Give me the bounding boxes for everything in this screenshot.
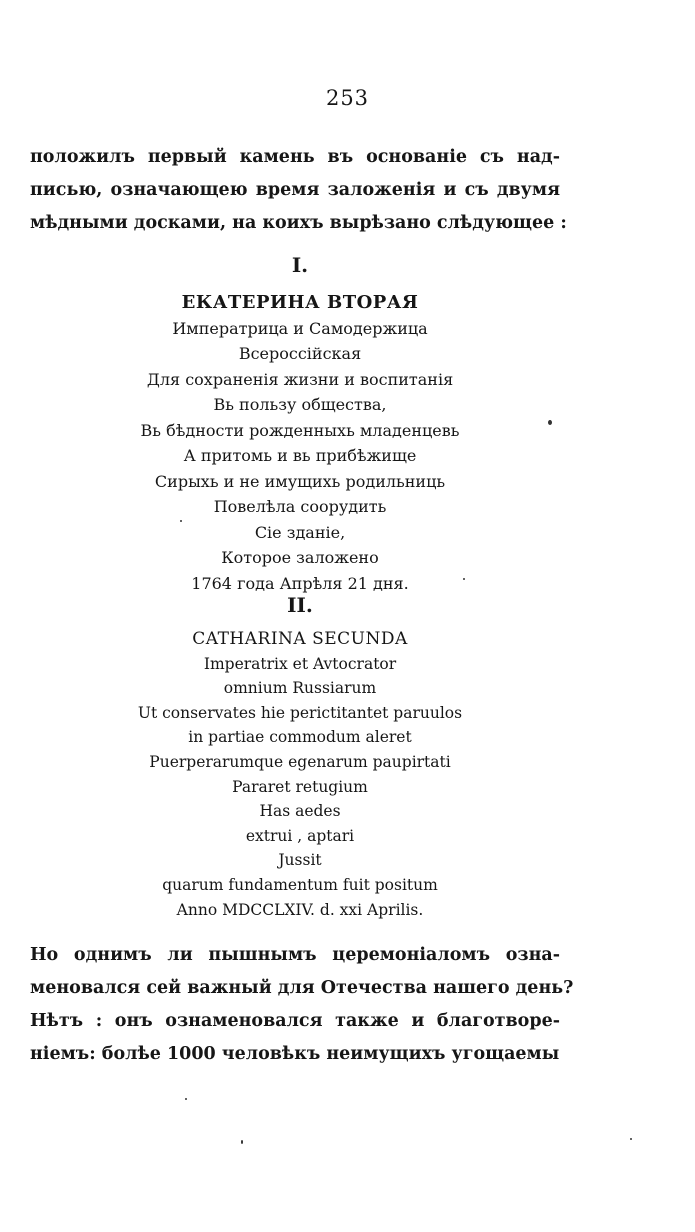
- paragraph-line: меновался сей важный для Отечества нашего день?: [30, 978, 574, 998]
- inscription-line: ЕКАТЕРИНА ВТОРАЯ: [181, 292, 419, 313]
- paragraph-line: мѣдными досками, на коихъ вырѣзано слѣдующее :: [30, 213, 567, 233]
- inscription-line: Has aedes: [259, 802, 341, 821]
- inscription-line: Для сохраненія жизни и воспитанія: [146, 369, 454, 389]
- paragraph-line: писью, означающею время заложенія и съ двумя: [30, 180, 560, 200]
- scan-speck: [548, 420, 552, 425]
- paragraph-line: Но однимъ ли пышнымъ церемоніаломъ озна-: [30, 945, 560, 965]
- top-paragraph: [30, 141, 567, 240]
- inscription-line: Imperatrix et Avtocrator: [203, 654, 397, 673]
- latin-inscription: [0, 627, 600, 922]
- inscription-line: omnium Russiarum: [223, 679, 377, 698]
- inscription-line: extrui , aptari: [245, 826, 355, 845]
- inscription-line: quarum fundamentum fuit positum: [162, 875, 438, 894]
- inscription-line: Puerperarumque egenarum paupirtati: [149, 752, 451, 771]
- paragraph-line: Нѣтъ : онъ ознаменовался также и благотворе-: [30, 1011, 560, 1031]
- inscription-line: Вь пользу общества,: [213, 395, 387, 414]
- inscription-line: А притомь и вь прибѣжище: [183, 446, 417, 465]
- paragraph-line: ніемъ: болѣе 1000 человѣкъ неимущихъ угощаемы: [30, 1044, 560, 1064]
- inscription-line: Сирыхь и не имущихь родильниць: [154, 471, 446, 491]
- section-two-numeral: II.: [287, 593, 313, 617]
- bottom-paragraph: [30, 939, 574, 1071]
- paragraph-line: положилъ первый камень въ основаніе съ над-: [30, 147, 560, 167]
- scan-speck: [630, 1138, 632, 1140]
- inscription-line: Вь бѣдности рожденныхь младенцевь: [140, 420, 460, 440]
- inscription-line: CATHARINA SECUNDA: [192, 629, 408, 649]
- inscription-line: Которое заложено: [221, 548, 379, 567]
- scan-speck: [463, 578, 465, 580]
- scan-speck: [185, 1098, 187, 1100]
- inscription-line: Всероссійская: [238, 344, 362, 363]
- inscription-line: Ut conservates hie perictitantet paruulos: [137, 703, 463, 722]
- inscription-line: 1764 года Апрѣля 21 дня.: [191, 573, 409, 593]
- inscription-line: Jussit: [278, 851, 322, 870]
- section-one-numeral: I.: [291, 253, 309, 277]
- scan-speck: [241, 1140, 243, 1144]
- inscription-line: Pararet retugium: [232, 777, 368, 796]
- inscription-line: Повелѣла соорудить: [213, 497, 387, 516]
- inscription-line: in partiae commodum aleret: [188, 728, 412, 747]
- russian-inscription: [0, 290, 600, 596]
- inscription-line: Сіе зданіе,: [254, 522, 346, 542]
- inscription-line: Императрица и Самодержица: [172, 318, 428, 338]
- inscription-line: Anno MDCCLXIV. d. xxi Aprilis.: [176, 900, 424, 919]
- page-number: 253: [325, 86, 370, 110]
- scan-speck: [180, 520, 182, 522]
